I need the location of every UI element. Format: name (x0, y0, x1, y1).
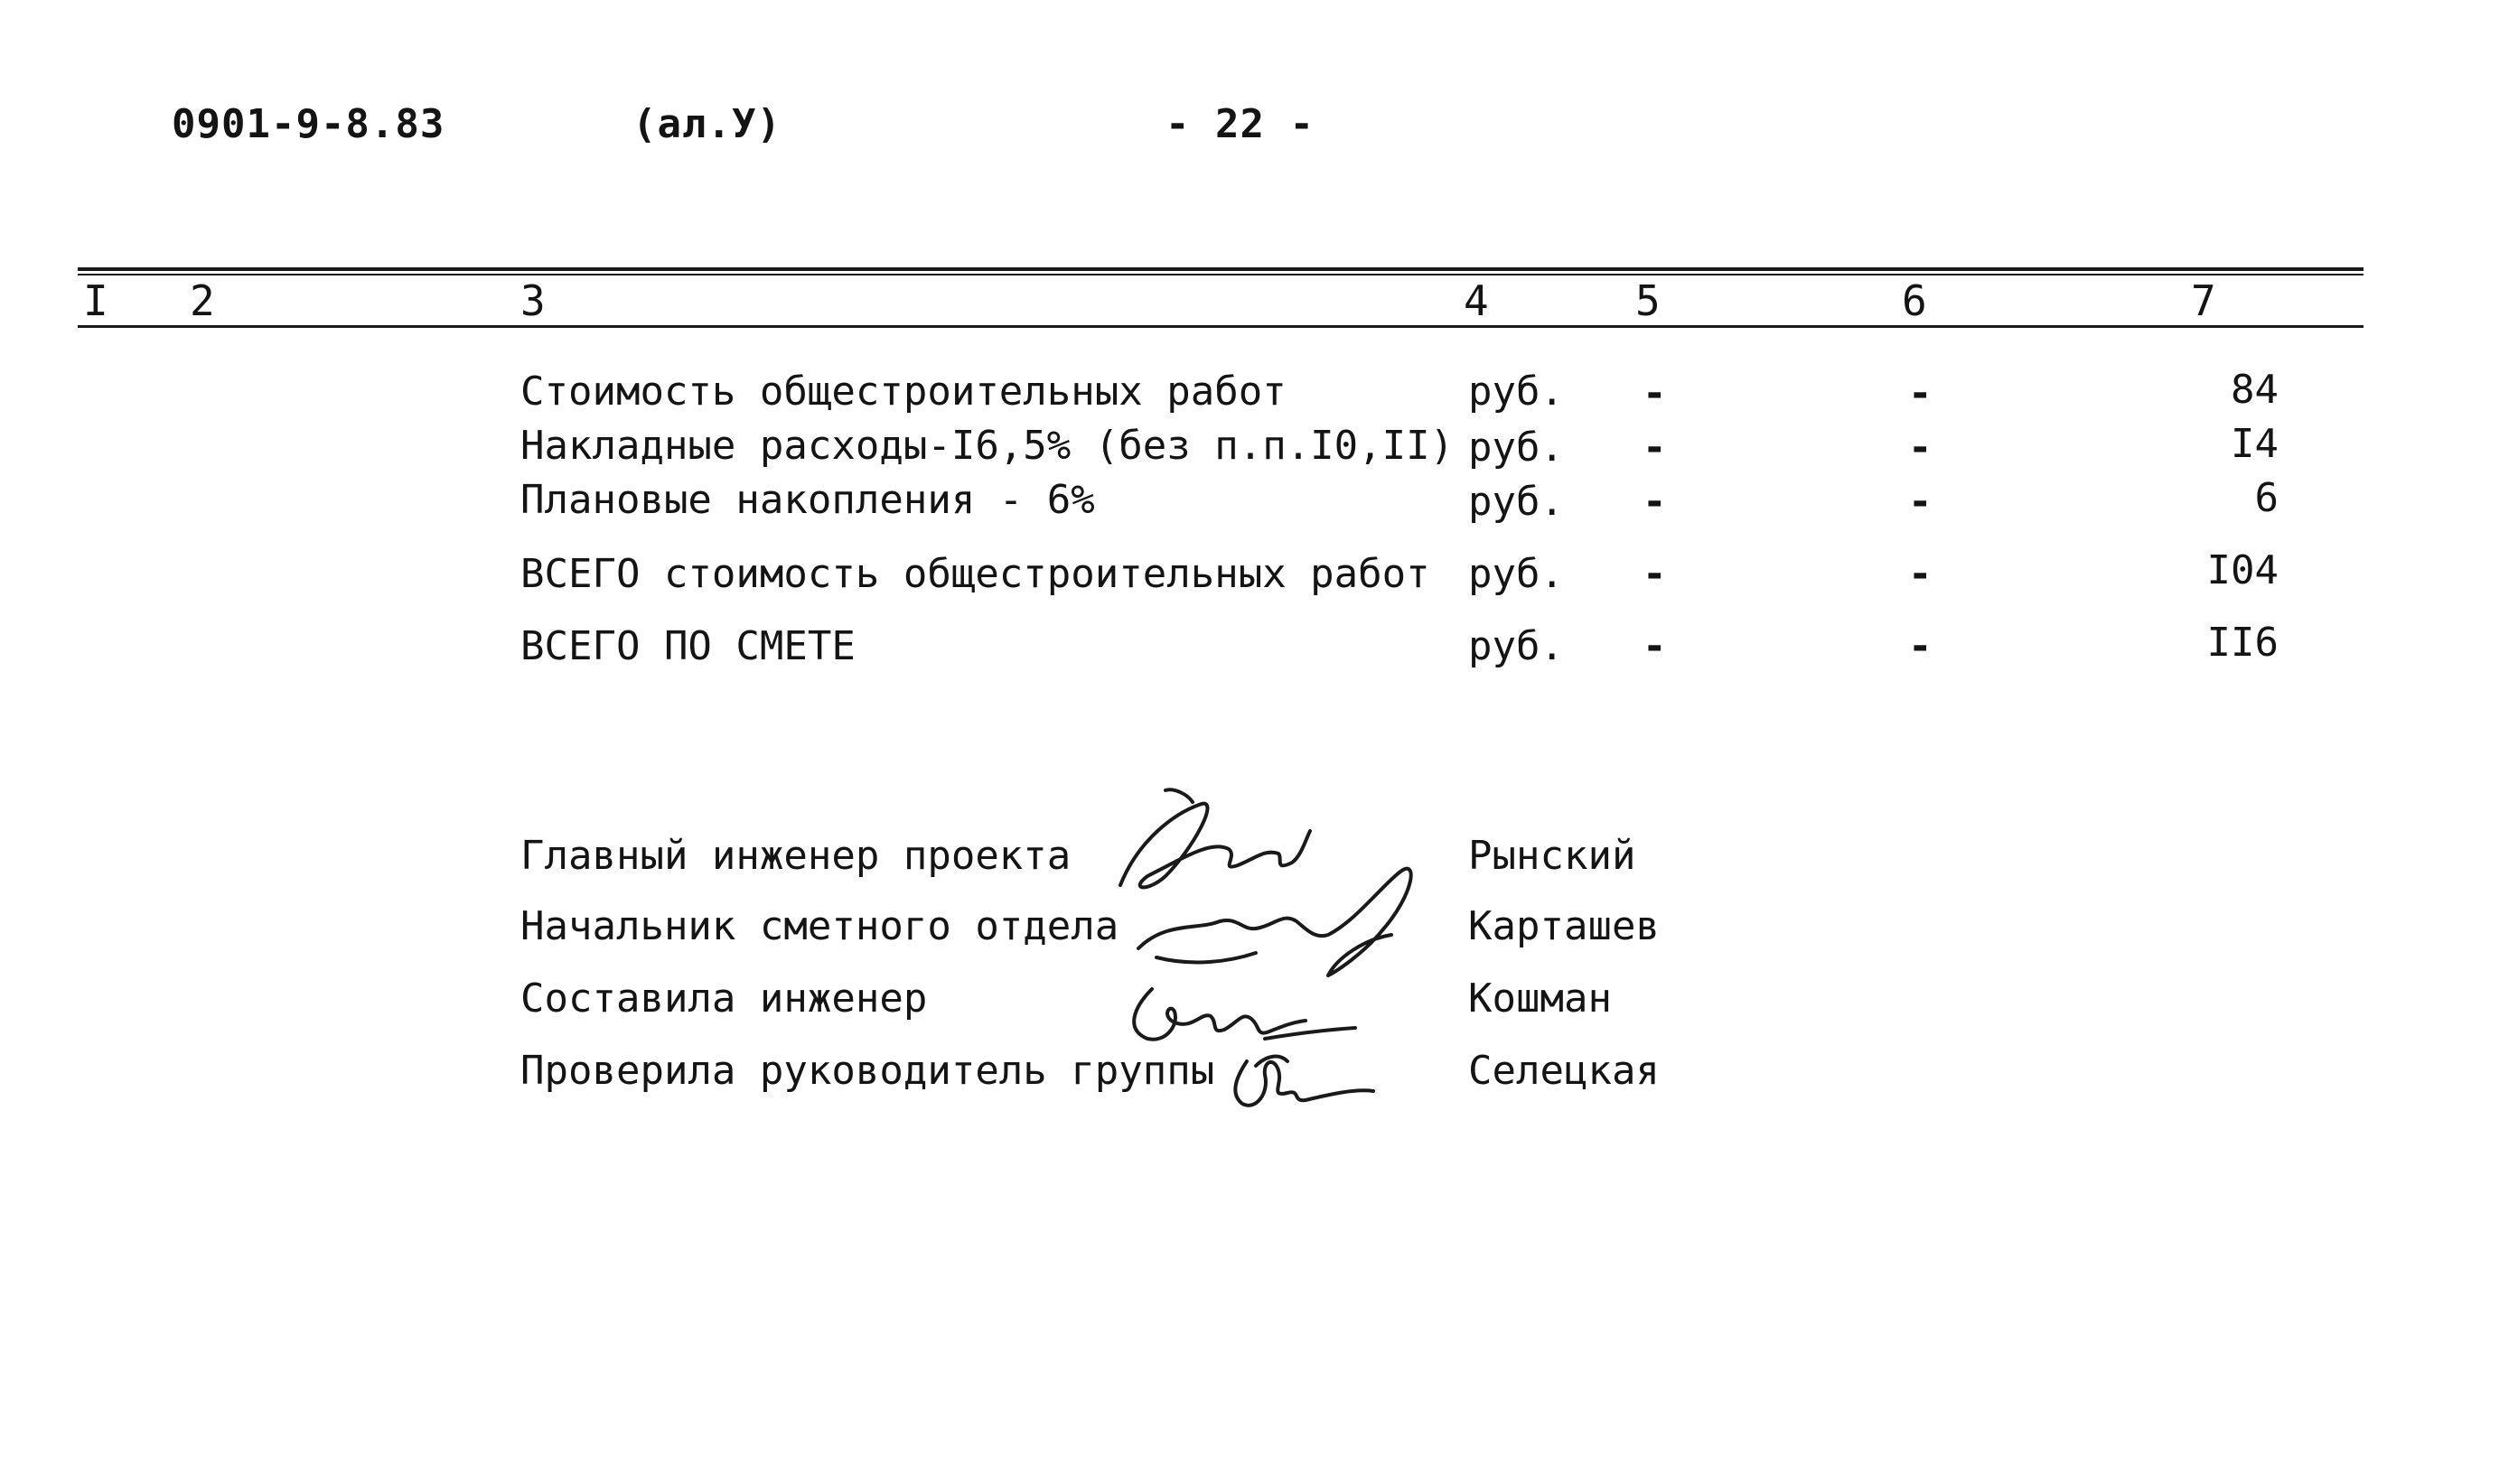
column-number-3: 3 (520, 276, 546, 325)
row-value: 6 (2254, 475, 2279, 521)
column-number-2: 2 (190, 276, 215, 325)
row-unit: руб. (1468, 623, 1564, 669)
table-top-rule-secondary (78, 274, 2364, 275)
row-col6: - (1908, 551, 1933, 597)
row-unit: руб. (1468, 551, 1564, 597)
row-label-total-estimate: ВСЕГО ПО СМЕТЕ (520, 623, 856, 669)
table-header-bottom-rule (78, 325, 2364, 328)
page-number: - 22 - (1165, 101, 1315, 147)
signature-role-compiled-by: Составила инженер (520, 975, 928, 1022)
column-number-4: 4 (1464, 276, 1489, 325)
table-top-rule (78, 267, 2364, 271)
row-col6: - (1908, 623, 1933, 669)
row-label-construction-cost: Стоимость общестроительных работ (520, 369, 1287, 415)
row-col5: - (1643, 425, 1667, 471)
column-number-1: I (83, 276, 108, 325)
signature-name-head-estimates: Карташев (1468, 903, 1660, 949)
row-col6: - (1908, 479, 1933, 525)
signature-scribble-3 (1134, 989, 1306, 1040)
signature-scribble-2 (1138, 869, 1411, 975)
signature-role-head-estimates: Начальник сметного отдела (520, 903, 1119, 949)
signature-scribble-1 (1120, 804, 1310, 888)
row-col6: - (1908, 370, 1933, 416)
row-col5: - (1643, 551, 1667, 597)
row-label-planned-savings: Плановые накопления - 6% (520, 477, 1095, 523)
column-number-6: 6 (1902, 276, 1927, 325)
signature-role-chief-engineer: Главный инженер проекта (520, 833, 1072, 879)
document-code: 0901-9-8.83 (172, 101, 445, 147)
row-label-total-construction: ВСЕГО стоимость общестроительных работ (520, 551, 1430, 597)
row-unit: руб. (1468, 479, 1564, 525)
row-value: I4 (2231, 421, 2279, 467)
row-label-overhead: Накладные расходы-I6,5% (без п.п.I0,II) (520, 423, 1455, 469)
signature-scribble-4 (1235, 1061, 1373, 1106)
row-value: 84 (2231, 367, 2279, 413)
column-number-5: 5 (1635, 276, 1661, 325)
row-value: I04 (2206, 547, 2279, 593)
row-col5: - (1643, 370, 1667, 416)
row-unit: руб. (1468, 369, 1564, 415)
signature-name-checked-by: Селецкая (1468, 1048, 1660, 1094)
document-variant: (ал.У) (632, 101, 782, 147)
row-value: II6 (2206, 620, 2279, 666)
signature-role-checked-by: Проверила руководитель группы (520, 1048, 1215, 1094)
column-number-7: 7 (2191, 276, 2216, 325)
handwritten-signatures (1111, 786, 1446, 1111)
row-unit: руб. (1468, 425, 1564, 471)
row-col5: - (1643, 623, 1667, 669)
row-col5: - (1643, 479, 1667, 525)
row-col6: - (1908, 425, 1933, 471)
signature-name-compiled-by: Кошман (1468, 975, 1612, 1022)
signature-name-chief-engineer: Рынский (1468, 833, 1636, 879)
